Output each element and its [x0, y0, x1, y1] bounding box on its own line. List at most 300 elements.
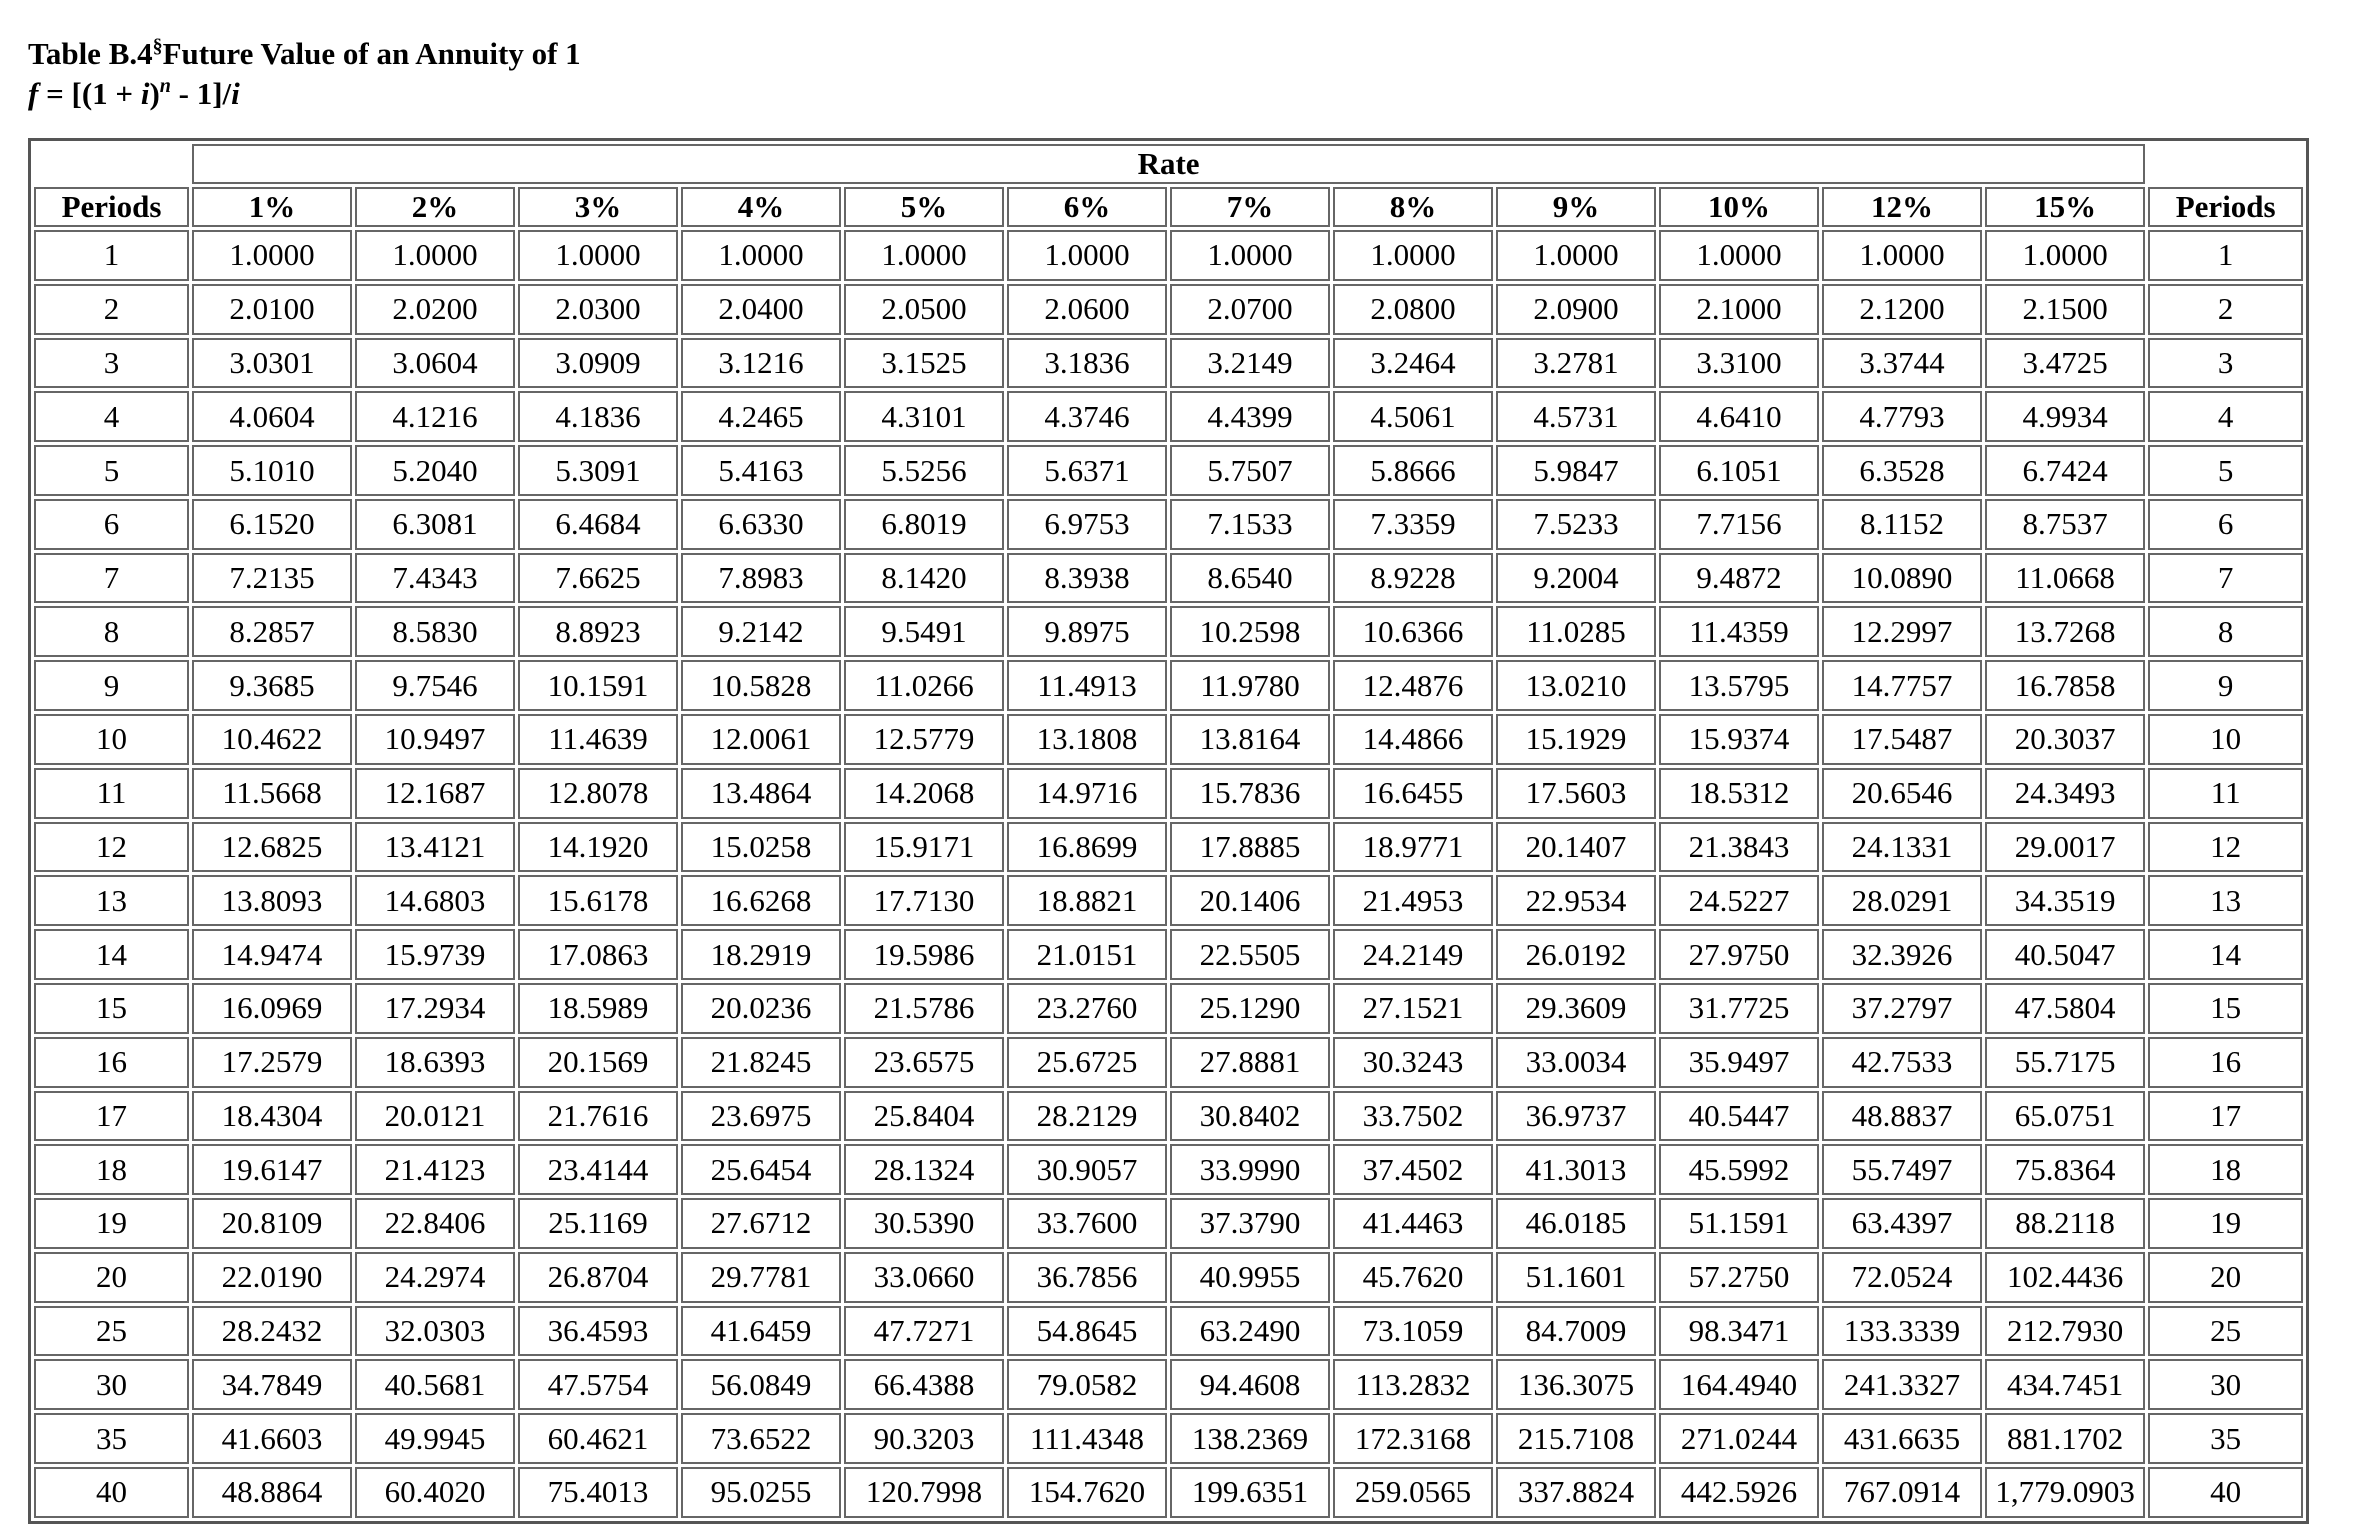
value-cell: 3.4725	[1985, 338, 2145, 389]
value-cell: 13.1808	[1007, 714, 1167, 765]
value-cell: 25.1169	[518, 1198, 678, 1249]
rate-header: 1%	[192, 187, 352, 227]
table-row	[34, 1467, 2303, 1518]
period-cell: 5	[34, 445, 189, 496]
value-cell: 881.1702	[1985, 1413, 2145, 1464]
blank-corner	[34, 144, 189, 184]
value-cell: 55.7497	[1822, 1144, 1982, 1195]
value-cell: 6.9753	[1007, 499, 1167, 550]
table-row	[34, 284, 2303, 335]
value-cell: 30.3243	[1333, 1037, 1493, 1088]
value-cell: 21.8245	[681, 1037, 841, 1088]
table-row	[34, 822, 2303, 873]
rate-header: 12%	[1822, 187, 1982, 227]
period-cell: 35	[34, 1413, 189, 1464]
period-cell: 20	[2148, 1252, 2303, 1303]
value-cell: 22.8406	[355, 1198, 515, 1249]
value-cell: 1.0000	[1170, 230, 1330, 281]
value-cell: 136.3075	[1496, 1359, 1656, 1410]
period-cell: 4	[2148, 391, 2303, 442]
value-cell: 24.3493	[1985, 768, 2145, 819]
periods-header: Periods	[2148, 187, 2303, 227]
value-cell: 33.0034	[1496, 1037, 1656, 1088]
value-cell: 45.7620	[1333, 1252, 1493, 1303]
value-cell: 25.6725	[1007, 1037, 1167, 1088]
value-cell: 13.7268	[1985, 606, 2145, 657]
period-cell: 14	[2148, 929, 2303, 980]
value-cell: 30.9057	[1007, 1144, 1167, 1195]
value-cell: 18.6393	[355, 1037, 515, 1088]
period-cell: 13	[2148, 875, 2303, 926]
value-cell: 13.8164	[1170, 714, 1330, 765]
value-cell: 48.8837	[1822, 1091, 1982, 1142]
value-cell: 9.2004	[1496, 553, 1656, 604]
value-cell: 11.0285	[1496, 606, 1656, 657]
value-cell: 40.5447	[1659, 1091, 1819, 1142]
table-row	[34, 929, 2303, 980]
period-cell: 1	[34, 230, 189, 281]
value-cell: 25.8404	[844, 1091, 1004, 1142]
value-cell: 4.6410	[1659, 391, 1819, 442]
page-title	[28, 34, 581, 74]
title-text: Future Value of an Annuity of 1	[162, 36, 581, 71]
value-cell: 6.3081	[355, 499, 515, 550]
value-cell: 54.8645	[1007, 1306, 1167, 1357]
value-cell: 22.5505	[1170, 929, 1330, 980]
table-row	[34, 768, 2303, 819]
value-cell: 2.1500	[1985, 284, 2145, 335]
value-cell: 8.7537	[1985, 499, 2145, 550]
value-cell: 37.3790	[1170, 1198, 1330, 1249]
value-cell: 3.1525	[844, 338, 1004, 389]
value-cell: 57.2750	[1659, 1252, 1819, 1303]
value-cell: 7.5233	[1496, 499, 1656, 550]
value-cell: 47.7271	[844, 1306, 1004, 1357]
value-cell: 14.7757	[1822, 660, 1982, 711]
title-footnote-mark: §	[152, 35, 163, 57]
value-cell: 21.0151	[1007, 929, 1167, 980]
value-cell: 15.9739	[355, 929, 515, 980]
value-cell: 2.0200	[355, 284, 515, 335]
value-cell: 15.9374	[1659, 714, 1819, 765]
value-cell: 3.2464	[1333, 338, 1493, 389]
value-cell: 4.1836	[518, 391, 678, 442]
formula-exponent-n: n	[159, 75, 171, 97]
rate-header: 10%	[1659, 187, 1819, 227]
period-cell: 18	[2148, 1144, 2303, 1195]
value-cell: 7.4343	[355, 553, 515, 604]
value-cell: 138.2369	[1170, 1413, 1330, 1464]
value-cell: 4.5731	[1496, 391, 1656, 442]
value-cell: 23.6575	[844, 1037, 1004, 1088]
rate-header: 8%	[1333, 187, 1493, 227]
rate-header: 4%	[681, 187, 841, 227]
period-cell: 20	[34, 1252, 189, 1303]
period-cell: 9	[2148, 660, 2303, 711]
value-cell: 16.0969	[192, 983, 352, 1034]
value-cell: 12.2997	[1822, 606, 1982, 657]
formula-i: i	[231, 76, 240, 111]
value-cell: 33.7502	[1333, 1091, 1493, 1142]
period-cell: 25	[34, 1306, 189, 1357]
value-cell: 271.0244	[1659, 1413, 1819, 1464]
title-prefix: Table B.4	[28, 36, 153, 71]
value-cell: 27.6712	[681, 1198, 841, 1249]
value-cell: 8.1420	[844, 553, 1004, 604]
value-cell: 120.7998	[844, 1467, 1004, 1518]
value-cell: 18.5989	[518, 983, 678, 1034]
value-cell: 6.4684	[518, 499, 678, 550]
value-cell: 55.7175	[1985, 1037, 2145, 1088]
value-cell: 94.4608	[1170, 1359, 1330, 1410]
value-cell: 3.3100	[1659, 338, 1819, 389]
value-cell: 18.8821	[1007, 875, 1167, 926]
value-cell: 154.7620	[1007, 1467, 1167, 1518]
period-cell: 30	[2148, 1359, 2303, 1410]
value-cell: 40.9955	[1170, 1252, 1330, 1303]
formula-part: - 1]/	[170, 76, 232, 111]
value-cell: 7.8983	[681, 553, 841, 604]
value-cell: 9.7546	[355, 660, 515, 711]
value-cell: 6.3528	[1822, 445, 1982, 496]
value-cell: 5.6371	[1007, 445, 1167, 496]
period-cell: 11	[34, 768, 189, 819]
value-cell: 17.2579	[192, 1037, 352, 1088]
value-cell: 24.2974	[355, 1252, 515, 1303]
value-cell: 41.6459	[681, 1306, 841, 1357]
value-cell: 2.0400	[681, 284, 841, 335]
value-cell: 27.8881	[1170, 1037, 1330, 1088]
value-cell: 3.3744	[1822, 338, 1982, 389]
period-cell: 15	[34, 983, 189, 1034]
value-cell: 9.3685	[192, 660, 352, 711]
value-cell: 15.1929	[1496, 714, 1656, 765]
value-cell: 1.0000	[1007, 230, 1167, 281]
value-cell: 13.4864	[681, 768, 841, 819]
table-row	[34, 714, 2303, 765]
value-cell: 133.3339	[1822, 1306, 1982, 1357]
value-cell: 36.7856	[1007, 1252, 1167, 1303]
value-cell: 5.4163	[681, 445, 841, 496]
value-cell: 21.3843	[1659, 822, 1819, 873]
value-cell: 10.5828	[681, 660, 841, 711]
value-cell: 24.1331	[1822, 822, 1982, 873]
value-cell: 1.0000	[355, 230, 515, 281]
value-cell: 7.6625	[518, 553, 678, 604]
period-cell: 18	[34, 1144, 189, 1195]
period-cell: 15	[2148, 983, 2303, 1034]
value-cell: 32.0303	[355, 1306, 515, 1357]
period-cell: 9	[34, 660, 189, 711]
period-cell: 25	[2148, 1306, 2303, 1357]
value-cell: 30.5390	[844, 1198, 1004, 1249]
formula-part: = [(1 +	[38, 76, 141, 111]
value-cell: 35.9497	[1659, 1037, 1819, 1088]
value-cell: 73.6522	[681, 1413, 841, 1464]
value-cell: 6.8019	[844, 499, 1004, 550]
value-cell: 33.9990	[1170, 1144, 1330, 1195]
rate-group-header: Rate	[192, 144, 2145, 184]
value-cell: 29.3609	[1496, 983, 1656, 1034]
value-cell: 3.0604	[355, 338, 515, 389]
value-cell: 23.4144	[518, 1144, 678, 1195]
value-cell: 16.6455	[1333, 768, 1493, 819]
value-cell: 9.5491	[844, 606, 1004, 657]
period-cell: 2	[2148, 284, 2303, 335]
period-cell: 19	[2148, 1198, 2303, 1249]
value-cell: 28.0291	[1822, 875, 1982, 926]
value-cell: 1.0000	[1822, 230, 1982, 281]
value-cell: 1.0000	[1985, 230, 2145, 281]
value-cell: 20.1569	[518, 1037, 678, 1088]
period-cell: 6	[2148, 499, 2303, 550]
value-cell: 17.0863	[518, 929, 678, 980]
period-cell: 8	[2148, 606, 2303, 657]
value-cell: 1.0000	[1333, 230, 1493, 281]
value-cell: 5.8666	[1333, 445, 1493, 496]
value-cell: 431.6635	[1822, 1413, 1982, 1464]
value-cell: 36.4593	[518, 1306, 678, 1357]
period-cell: 10	[2148, 714, 2303, 765]
period-cell: 13	[34, 875, 189, 926]
value-cell: 8.2857	[192, 606, 352, 657]
value-cell: 4.2465	[681, 391, 841, 442]
value-cell: 6.1051	[1659, 445, 1819, 496]
value-cell: 73.1059	[1333, 1306, 1493, 1357]
value-cell: 51.1601	[1496, 1252, 1656, 1303]
value-cell: 17.7130	[844, 875, 1004, 926]
value-cell: 30.8402	[1170, 1091, 1330, 1142]
value-cell: 1,779.0903	[1985, 1467, 2145, 1518]
value-cell: 21.4953	[1333, 875, 1493, 926]
table-row	[34, 606, 2303, 657]
value-cell: 14.1920	[518, 822, 678, 873]
value-cell: 12.1687	[355, 768, 515, 819]
value-cell: 40.5047	[1985, 929, 2145, 980]
value-cell: 56.0849	[681, 1359, 841, 1410]
value-cell: 88.2118	[1985, 1198, 2145, 1249]
value-cell: 13.5795	[1659, 660, 1819, 711]
period-cell: 17	[2148, 1091, 2303, 1142]
value-cell: 11.4359	[1659, 606, 1819, 657]
period-cell: 6	[34, 499, 189, 550]
value-cell: 12.0061	[681, 714, 841, 765]
value-cell: 7.3359	[1333, 499, 1493, 550]
value-cell: 3.1216	[681, 338, 841, 389]
period-cell: 3	[2148, 338, 2303, 389]
rate-group-row	[34, 144, 2303, 184]
value-cell: 60.4020	[355, 1467, 515, 1518]
value-cell: 113.2832	[1333, 1359, 1493, 1410]
value-cell: 10.1591	[518, 660, 678, 711]
table-row	[34, 445, 2303, 496]
value-cell: 24.2149	[1333, 929, 1493, 980]
rate-header: 7%	[1170, 187, 1330, 227]
value-cell: 21.5786	[844, 983, 1004, 1034]
value-cell: 4.1216	[355, 391, 515, 442]
formula-part: )	[149, 76, 160, 111]
value-cell: 15.6178	[518, 875, 678, 926]
value-cell: 22.9534	[1496, 875, 1656, 926]
value-cell: 51.1591	[1659, 1198, 1819, 1249]
value-cell: 23.6975	[681, 1091, 841, 1142]
value-cell: 11.9780	[1170, 660, 1330, 711]
value-cell: 19.5986	[844, 929, 1004, 980]
value-cell: 16.8699	[1007, 822, 1167, 873]
value-cell: 14.6803	[355, 875, 515, 926]
value-cell: 8.3938	[1007, 553, 1167, 604]
value-cell: 20.1406	[1170, 875, 1330, 926]
table-row	[34, 391, 2303, 442]
value-cell: 10.2598	[1170, 606, 1330, 657]
period-cell: 16	[2148, 1037, 2303, 1088]
value-cell: 72.0524	[1822, 1252, 1982, 1303]
table-row	[34, 1037, 2303, 1088]
period-cell: 12	[34, 822, 189, 873]
value-cell: 17.2934	[355, 983, 515, 1034]
value-cell: 47.5754	[518, 1359, 678, 1410]
value-cell: 33.7600	[1007, 1198, 1167, 1249]
value-cell: 47.5804	[1985, 983, 2145, 1034]
value-cell: 1.0000	[518, 230, 678, 281]
value-cell: 5.1010	[192, 445, 352, 496]
value-cell: 18.4304	[192, 1091, 352, 1142]
formula-i: i	[140, 76, 150, 111]
value-cell: 241.3327	[1822, 1359, 1982, 1410]
value-cell: 212.7930	[1985, 1306, 2145, 1357]
value-cell: 6.1520	[192, 499, 352, 550]
value-cell: 1.0000	[1496, 230, 1656, 281]
value-cell: 259.0565	[1333, 1467, 1493, 1518]
table-row	[34, 338, 2303, 389]
value-cell: 111.4348	[1007, 1413, 1167, 1464]
value-cell: 23.2760	[1007, 983, 1167, 1034]
value-cell: 20.8109	[192, 1198, 352, 1249]
value-cell: 15.0258	[681, 822, 841, 873]
value-cell: 2.1000	[1659, 284, 1819, 335]
annuity-table	[28, 138, 2309, 1524]
value-cell: 2.0800	[1333, 284, 1493, 335]
rate-header: 6%	[1007, 187, 1167, 227]
table-row	[34, 1252, 2303, 1303]
period-cell: 35	[2148, 1413, 2303, 1464]
value-cell: 66.4388	[844, 1359, 1004, 1410]
value-cell: 17.8885	[1170, 822, 1330, 873]
value-cell: 12.4876	[1333, 660, 1493, 711]
period-cell: 8	[34, 606, 189, 657]
table-row	[34, 1413, 2303, 1464]
value-cell: 41.4463	[1333, 1198, 1493, 1249]
value-cell: 16.7858	[1985, 660, 2145, 711]
table-row	[34, 983, 2303, 1034]
value-cell: 2.1200	[1822, 284, 1982, 335]
value-cell: 3.2781	[1496, 338, 1656, 389]
value-cell: 20.3037	[1985, 714, 2145, 765]
value-cell: 102.4436	[1985, 1252, 2145, 1303]
table-row	[34, 1359, 2303, 1410]
period-cell: 1	[2148, 230, 2303, 281]
value-cell: 8.9228	[1333, 553, 1493, 604]
value-cell: 17.5487	[1822, 714, 1982, 765]
value-cell: 29.7781	[681, 1252, 841, 1303]
value-cell: 9.2142	[681, 606, 841, 657]
value-cell: 20.0121	[355, 1091, 515, 1142]
value-cell: 7.7156	[1659, 499, 1819, 550]
value-cell: 75.4013	[518, 1467, 678, 1518]
value-cell: 14.9474	[192, 929, 352, 980]
value-cell: 1.0000	[844, 230, 1004, 281]
period-cell: 16	[34, 1037, 189, 1088]
table-row	[34, 553, 2303, 604]
value-cell: 49.9945	[355, 1413, 515, 1464]
rate-header: 15%	[1985, 187, 2145, 227]
value-cell: 337.8824	[1496, 1467, 1656, 1518]
value-cell: 19.6147	[192, 1144, 352, 1195]
value-cell: 25.1290	[1170, 983, 1330, 1034]
period-cell: 19	[34, 1198, 189, 1249]
value-cell: 767.0914	[1822, 1467, 1982, 1518]
value-cell: 41.3013	[1496, 1144, 1656, 1195]
value-cell: 33.0660	[844, 1252, 1004, 1303]
value-cell: 16.6268	[681, 875, 841, 926]
periods-header: Periods	[34, 187, 189, 227]
value-cell: 26.0192	[1496, 929, 1656, 980]
value-cell: 41.6603	[192, 1413, 352, 1464]
value-cell: 14.9716	[1007, 768, 1167, 819]
value-cell: 60.4621	[518, 1413, 678, 1464]
value-cell: 1.0000	[1659, 230, 1819, 281]
value-cell: 14.2068	[844, 768, 1004, 819]
value-cell: 18.5312	[1659, 768, 1819, 819]
period-cell: 17	[34, 1091, 189, 1142]
value-cell: 11.4913	[1007, 660, 1167, 711]
value-cell: 98.3471	[1659, 1306, 1819, 1357]
value-cell: 15.9171	[844, 822, 1004, 873]
value-cell: 172.3168	[1333, 1413, 1493, 1464]
value-cell: 7.1533	[1170, 499, 1330, 550]
value-cell: 2.0700	[1170, 284, 1330, 335]
value-cell: 4.4399	[1170, 391, 1330, 442]
value-cell: 45.5992	[1659, 1144, 1819, 1195]
table-row	[34, 1144, 2303, 1195]
value-cell: 42.7533	[1822, 1037, 1982, 1088]
value-cell: 12.8078	[518, 768, 678, 819]
value-cell: 22.0190	[192, 1252, 352, 1303]
value-cell: 37.4502	[1333, 1144, 1493, 1195]
value-cell: 21.4123	[355, 1144, 515, 1195]
value-cell: 95.0255	[681, 1467, 841, 1518]
value-cell: 28.2129	[1007, 1091, 1167, 1142]
table-row	[34, 875, 2303, 926]
value-cell: 5.7507	[1170, 445, 1330, 496]
value-cell: 48.8864	[192, 1467, 352, 1518]
value-cell: 32.3926	[1822, 929, 1982, 980]
period-cell: 12	[2148, 822, 2303, 873]
value-cell: 4.3746	[1007, 391, 1167, 442]
value-cell: 24.5227	[1659, 875, 1819, 926]
value-cell: 25.6454	[681, 1144, 841, 1195]
value-cell: 17.5603	[1496, 768, 1656, 819]
value-cell: 164.4940	[1659, 1359, 1819, 1410]
period-cell: 40	[2148, 1467, 2303, 1518]
period-cell: 10	[34, 714, 189, 765]
value-cell: 2.0100	[192, 284, 352, 335]
value-cell: 9.8975	[1007, 606, 1167, 657]
value-cell: 65.0751	[1985, 1091, 2145, 1142]
header-row	[34, 187, 2303, 227]
value-cell: 9.4872	[1659, 553, 1819, 604]
table-row	[34, 1091, 2303, 1142]
